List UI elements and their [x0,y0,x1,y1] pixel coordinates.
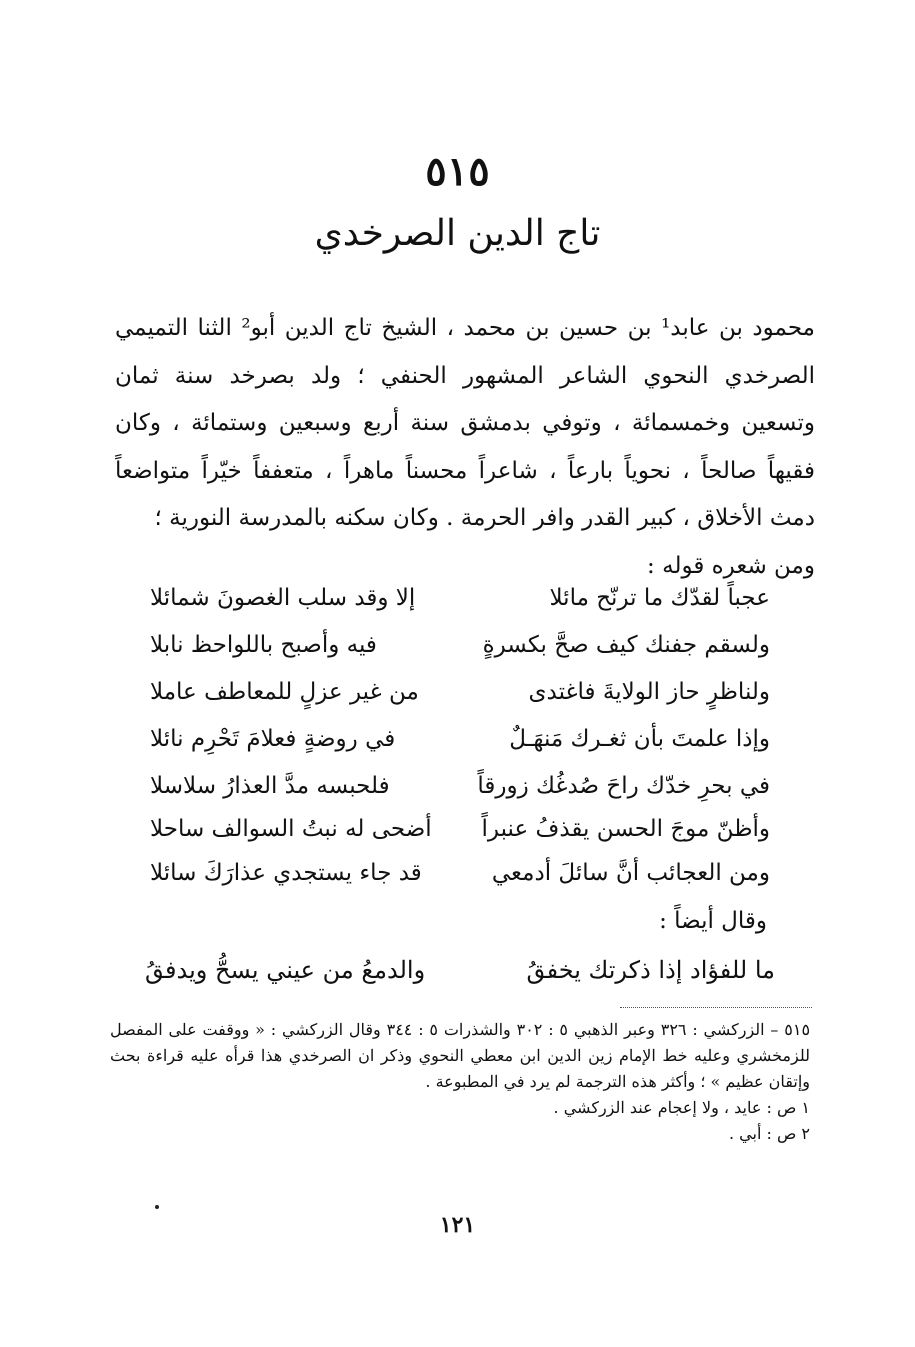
second-hemistich: في روضةٍ فعلامَ تَحْرِم نائلا [150,726,396,752]
first-hemistich: ومن العجائب أنَّ سائلَ أدمعي [491,860,770,886]
second-hemistich: والدمعُ من عيني يسحُّ ويدفقُ [145,956,426,984]
entry-number: ٥١٥ [425,148,490,195]
entry-title: تاج الدين الصرخدي [314,213,601,254]
page-number: ١٢١ [439,1212,476,1238]
verse-line [150,679,770,727]
second-poem-intro: وقال أيضاً : [659,908,767,934]
first-hemistich: ولسقم جفنك كيف صحَّ بكسرةٍ [482,632,770,658]
verse-line [150,585,770,633]
second-hemistich: إلا وقد سلب الغصونَ شمائلا [150,585,416,611]
biography-text [115,305,815,590]
footnote-divider [620,1007,812,1008]
footnote-1: ١ ص : عايد ، ولا إعجام عند الزركشي . [553,1098,810,1117]
first-hemistich: في بحرِ خدّك راحَ صُدغُك زورقاً [477,773,770,799]
second-hemistich: قد جاء يستجدي عذارَكَ سائلا [150,860,422,886]
verse-line [150,726,770,774]
ink-speck [155,1205,159,1209]
first-hemistich: ولناظرٍ حاز الولايةَ فاغتدى [528,679,770,705]
verse-line [150,860,770,908]
first-hemistich: وأظنّ موجَ الحسن يقذفُ عنبراً [481,816,770,842]
first-hemistich: وإذا علمتَ بأن ثغـرك مَنهَـلٌ [509,726,770,752]
verse-line [150,773,770,821]
verse-line [150,632,770,680]
second-hemistich: فيه وأصبح باللواحظ نابلا [150,632,377,658]
first-hemistich: ما للفؤاد إذا ذكرتك يخفقُ [526,956,775,984]
footnote-main: ٥١٥ – الزركشي : ٣٢٦ وعبر الذهبي ٥ : ٣٠٢ والشذرات ٥ : ٣٤٤ وقال الزركشي : « ووقفت على المفصل للزمخشري وعليه خط الإمام زين الدين ابن معطي النحوي وذكر ان الصرخدي هذا قرأه عليه قراءة بحث وإتقان عظيم » ؛ وأكثر هذه الترجمة لم يرد في المطبوعة . [110,1020,811,1091]
poem-intro: ومن شعره قوله : [647,552,815,579]
footnotes [110,1017,810,1147]
verse-line [150,816,770,864]
second-hemistich: فلحبسه مدَّ العذارُ سلاسلا [150,773,390,799]
second-hemistich: أضحى له نبتُ السوالف ساحلا [150,816,432,842]
second-hemistich: من غير عزلٍ للمعاطف عاملا [150,679,419,705]
footnote-2: ٢ ص : أبي . [729,1124,810,1143]
biography-paragraph: محمود بن عابد¹ بن حسين بن محمد ، الشيخ تاج الدين أبو² الثنا التميمي الصرخدي النحوي الشاعر المشهور الحنفي ؛ ولد بصرخد سنة ثمان وتسعين وخمسمائة ، وتوفي بدمشق سنة أربع وسبعين وستمائة ، وكان فقيهاً صالحاً ، نحوياً بارعاً ، شاعراً محسناً ماهراً ، متعففاً خيّراً متواضعاً دمث الأخلاق ، كبير القدر وافر الحرمة . وكان سكنه بالمدرسة النورية ؛ [115,315,816,531]
first-hemistich: عجباً لقدّك ما ترنّح مائلا [549,585,770,611]
